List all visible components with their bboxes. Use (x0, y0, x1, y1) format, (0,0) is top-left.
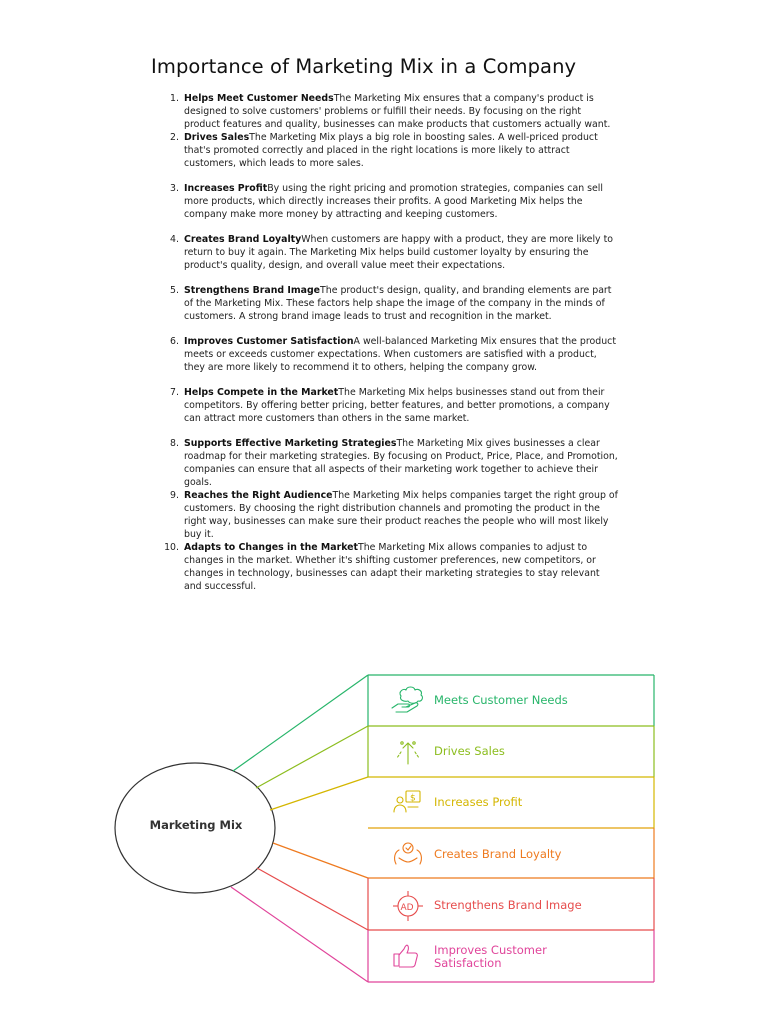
item-number: 6. (170, 336, 179, 347)
item-body: The Marketing Mix helps businesses stand out from their competitors. By offering better pricing, better features, and better promotions, a company can attract more customers than others in the same market. (184, 387, 610, 424)
branch-label: Increases Profit (434, 795, 523, 809)
item-number: 9. (170, 490, 179, 501)
branch-label: Meets Customer Needs (434, 693, 568, 707)
connector-line (231, 887, 368, 982)
item-heading: Drives Sales (184, 132, 250, 143)
item-heading: Adapts to Changes in the Market (184, 542, 359, 553)
svg-text:$: $ (410, 793, 416, 804)
item-number: 3. (170, 183, 179, 194)
connector-line (233, 675, 368, 771)
item-number: 5. (170, 285, 179, 296)
ad-target-icon (393, 891, 423, 921)
item-body: When customers are happy with a product, they are more likely to return to buy it again. The Marketing Mix helps build customer loyalty by ensuring the product's quality, design, and overall value meet their expectations. (184, 234, 613, 271)
list-item (170, 131, 620, 170)
branch-label: Drives Sales (434, 744, 505, 758)
item-number: 1. (170, 93, 179, 104)
item-heading: Supports Effective Marketing Strategies (184, 438, 397, 449)
list-item (170, 386, 620, 425)
item-body: The Marketing Mix plays a big role in boosting sales. A well-priced product that's promoted correctly and placed in the right locations is more likely to attract customers, which leads to more sales. (184, 132, 598, 169)
branch-label: Strengthens Brand Image (434, 898, 582, 912)
item-number: 2. (170, 132, 179, 143)
item-heading: Reaches the Right Audience (184, 490, 333, 501)
item-body: A well-balanced Marketing Mix ensures that the product meets or exceeds customer expectations. When customers are satisfied with a product, they are more likely to recommend it to others, helping the company grow. (184, 336, 616, 373)
heart-hands-icon (395, 843, 422, 864)
item-body: The Marketing Mix helps companies target the right group of customers. By choosing the right distribution channels and promoting the product in the right way, businesses can make sure their product reaches the people who will most likely buy it. (184, 490, 618, 540)
connector-line (270, 777, 368, 810)
list-item (164, 541, 620, 593)
list-item (170, 233, 620, 272)
list-item (170, 489, 620, 541)
item-heading: Helps Meet Customer Needs (184, 93, 334, 104)
list-item (170, 182, 620, 221)
marketing-mix-diagram (0, 660, 768, 1000)
money-person-icon (394, 791, 420, 812)
item-heading: Helps Compete in the Market (184, 387, 339, 398)
growth-arrow-icon (397, 742, 419, 764)
list-item (170, 284, 620, 323)
item-heading: Creates Brand Loyalty (184, 234, 302, 245)
item-body: The Marketing Mix allows companies to adjust to changes in the market. Whether it's shifting customer preferences, new competitors, or changes in technology, businesses can adapt their marketing strategies to stay relevant and successful. (184, 542, 600, 592)
connector-line (273, 843, 368, 878)
page-title: Importance of Marketing Mix in a Company (151, 55, 577, 78)
list-item (170, 335, 620, 374)
importance-list (164, 92, 620, 593)
brain-hand-icon (392, 687, 422, 712)
item-heading: Strengthens Brand Image (184, 285, 321, 296)
connector-line (256, 726, 368, 788)
item-number: 8. (170, 438, 179, 449)
branch-label: Creates Brand Loyalty (434, 847, 562, 861)
item-body: The product's design, quality, and branding elements are part of the Marketing Mix. These factors help shape the image of the company in the minds of customers. A strong brand image leads to trust and recognition in the market. (184, 285, 612, 322)
center-label: Marketing Mix (149, 818, 243, 832)
list-item (170, 437, 620, 489)
item-body: By using the right pricing and promotion strategies, companies can sell more products, which directly increases their profits. A good Marketing Mix helps the company make more money by attracting and keeping customers. (184, 183, 603, 220)
list-item (170, 92, 620, 131)
svg-text:AD: AD (400, 903, 414, 913)
item-body: The Marketing Mix gives businesses a clear roadmap for their marketing strategies. By focusing on Product, Price, Place, and Promotion, companies can ensure that all aspects of their marketing work together to achieve their goals. (184, 438, 618, 488)
branch-label: Improves Customer Satisfaction (434, 943, 547, 970)
item-body: The Marketing Mix ensures that a company's product is designed to solve customers' problems or fulfill their needs. By focusing on the right product features and quality, businesses can make products that customers actually want. (184, 93, 611, 130)
item-heading: Improves Customer Satisfaction (184, 336, 354, 347)
item-heading: Increases Profit (184, 183, 268, 194)
connector-line (257, 868, 368, 930)
item-number: 4. (170, 234, 179, 245)
thumbs-up-icon (394, 945, 417, 967)
item-number: 7. (170, 387, 179, 398)
item-number: 10. (164, 542, 179, 553)
